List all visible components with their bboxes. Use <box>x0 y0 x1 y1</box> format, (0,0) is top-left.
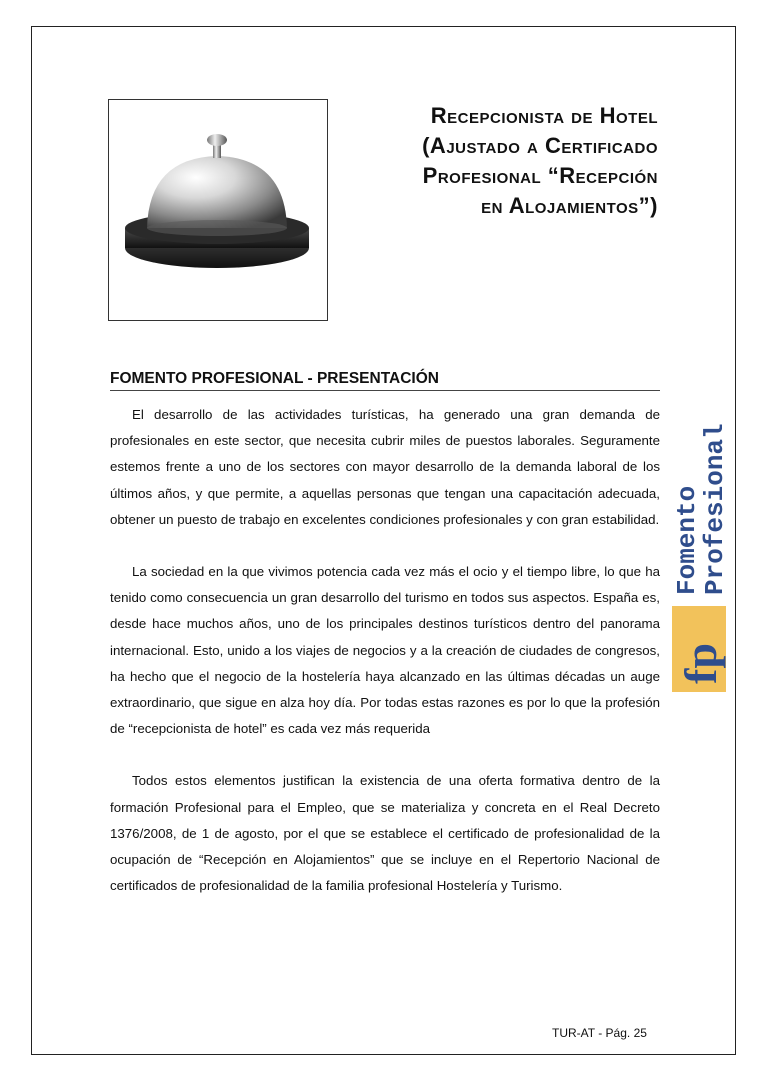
body-text <box>110 402 660 925</box>
title-line: Profesional “Recepción <box>422 163 658 188</box>
title-line: Recepcionista de Hotel <box>430 103 658 128</box>
fomento-profesional-logo <box>668 380 728 700</box>
document-title <box>330 101 658 221</box>
title-line: (Ajustado a Certificado <box>422 133 658 158</box>
page-footer: TUR-AT - Pág. 25 <box>552 1026 647 1040</box>
logo-line-fomento: Fomento <box>672 485 702 595</box>
logo-mark-fp: fp <box>675 643 726 684</box>
paragraph: El desarrollo de las actividades turísticas, ha generado una gran demanda de profesionales en este sector, que necesita cubrir miles de puestos laborales. Seguramente estemos frente a uno de los sectores con mayor desarrollo de la demanda laboral de los últimos años, y que permite, a aquellas personas que tengan una capacitación adecuada, obtener un puesto de trabajo en excelentes condiciones profesionales y con gran estabilidad. <box>110 407 660 527</box>
hotel-bell-photo <box>108 99 328 321</box>
logo-line-profesional: Profesional <box>700 423 728 595</box>
paragraph: La sociedad en la que vivimos potencia cada vez más el ocio y el tiempo libre, lo que ha tenido como consecuencia un gran desarrollo del turismo en todos sus aspectos. España es, desde hace muchos años, uno de los principales destinos turísticos dentro del panorama internacional. Esto, unido a los viajes de negocios y a la creación de ciudades de congresos, ha hecho que el negocio de la hostelería haya alcanzado en las últimas décadas un auge extraordinario, que sigue en alza hoy día. Por todas estas razones es por lo que la profesión de “recepcionista de hotel” es cada vez más requerida <box>110 564 660 737</box>
service-bell-icon <box>109 100 327 320</box>
paragraph: Todos estos elementos justifican la existencia de una oferta formativa dentro de la formación Profesional para el Empleo, que se materializa y concreta en el Real Decreto 1376/2008, de 1 de agosto, por el que se establece el certificado de profesionalidad de la ocupación de “Recepción en Alojamientos” que se incluye en el Repertorio Nacional de certificados de profesionalidad de la familia profesional Hostelería y Turismo. <box>110 773 660 894</box>
title-line: en Alojamientos”) <box>481 193 658 218</box>
section-heading: FOMENTO PROFESIONAL - PRESENTACIÓN <box>110 370 660 391</box>
